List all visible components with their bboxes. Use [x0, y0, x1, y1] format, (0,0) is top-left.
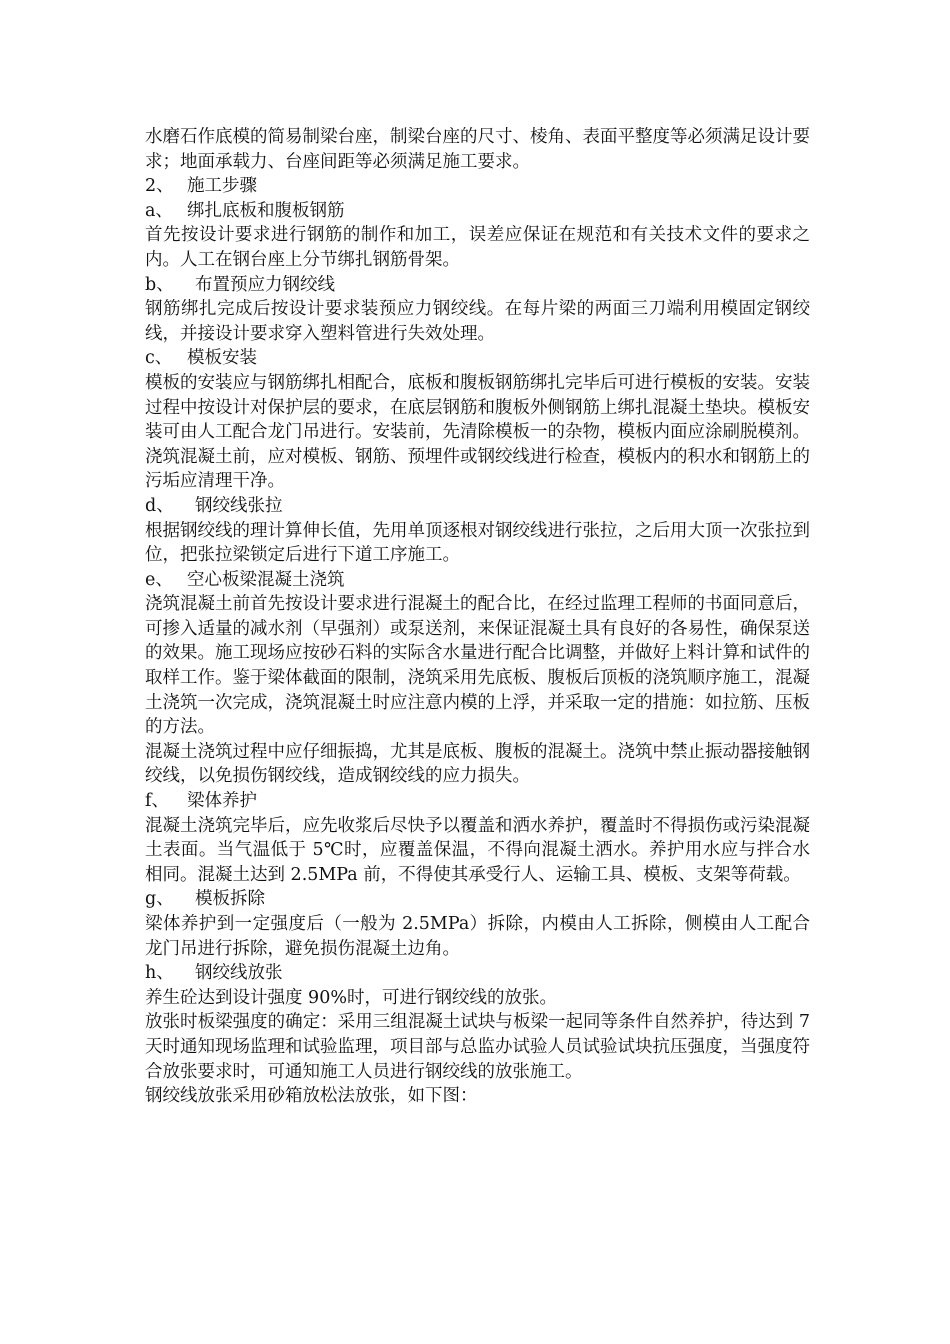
document-body: [145, 125, 810, 1109]
step-d-paragraph: 根据钢绞线的理计算伸长值，先用单顶逐根对钢绞线进行张拉，之后用大顶一次张拉到位，把张拉梁锁定后进行下道工序施工。: [145, 520, 810, 566]
heading-title: 施工步骤: [187, 176, 257, 197]
heading-number: a、: [145, 200, 173, 221]
step-c-heading: [145, 346, 810, 371]
heading-number: h、: [145, 963, 174, 984]
step-h-paragraph-3: 钢绞线放张采用砂箱放松法放张，如下图：: [145, 1086, 478, 1107]
step-b-heading: [145, 273, 810, 298]
heading-number: f、: [145, 791, 169, 812]
step-e-paragraph-2: 混凝土浇筑过程中应仔细振捣，尤其是底板、腹板的混凝土。浇筑中禁止振动器接触钢绞线，以免损伤钢绞线，造成钢绞线的应力损失。: [145, 741, 810, 787]
heading-number: g、: [145, 889, 174, 910]
heading-title: 钢绞线放张: [195, 963, 283, 984]
step-e-paragraph-1: 浇筑混凝土前首先按设计要求进行混凝土的配合比，在经过监理工程师的书面同意后，可掺入适量的减水剂（早强剂）或泵送剂，来保证混凝土具有良好的各易性，确保泵送的效果。施工现场应按砂石料的实际含水量进行配合比调整，并做好上料计算和试件的取样工作。鉴于梁体截面的限制，浇筑采用先底板、腹板后顶板的浇筑顺序施工，混凝土浇筑一次完成，浇筑混凝土时应注意内模的上浮，并采取一定的措施：如拉筋、压板的方法。: [145, 594, 810, 738]
step-a-paragraph: 首先按设计要求进行钢筋的制作和加工，误差应保证在规范和有关技术文件的要求之内。人工在钢台座上分节绑扎钢筋骨架。: [145, 225, 810, 270]
heading-title: 钢绞线张拉: [195, 495, 283, 516]
heading-title: 模板拆除: [195, 889, 265, 910]
heading-title: 空心板梁混凝土浇筑: [187, 569, 345, 590]
step-g-heading: [145, 887, 810, 912]
section-2-heading: [145, 174, 810, 199]
step-h-heading: [145, 961, 810, 986]
step-d-heading: [145, 494, 810, 519]
step-f-paragraph: 混凝土浇筑完毕后，应先收浆后尽快予以覆盖和洒水养护，覆盖时不得损伤或污染混凝土表面。当气温低于 5℃时，应覆盖保温，不得向混凝土洒水。养护用水应与拌合水相同。混凝土达到 2.5MPa 前，不得使其承受行人、运输工具、模板、支架等荷载。: [145, 815, 810, 885]
step-h-paragraph-2: 放张时板梁强度的确定：采用三组混凝土试块与板梁一起同等条件自然养护，待达到 7 天时通知现场监理和试验监理，项目部与总监办试验人员试验试块抗压强度，当强度符合放张要求时，可通知施工人员进行钢绞线的放张施工。: [145, 1012, 810, 1082]
heading-title: 布置预应力钢绞线: [195, 274, 335, 295]
heading-number: b、: [145, 274, 174, 295]
step-h-paragraph-1: 养生砼达到设计强度 90%时，可进行钢绞线的放张。: [145, 987, 557, 1008]
heading-number: e、: [145, 569, 173, 590]
step-b-paragraph: 钢筋绑扎完成后按设计要求装预应力钢绞线。在每片梁的两面三刀端利用模固定钢绞线，并接设计要求穿入塑料管进行失效处理。: [145, 299, 810, 344]
heading-title: 绑扎底板和腹板钢筋: [187, 200, 345, 221]
step-g-paragraph: 梁体养护到一定强度后（一般为 2.5MPa）拆除，内模由人工拆除，侧模由人工配合龙门吊进行拆除，避免损伤混凝土边角。: [145, 914, 810, 959]
step-c-paragraph: 模板的安装应与钢筋绑扎相配合，底板和腹板钢筋绑扎完毕后可进行模板的安装。安装过程中按设计对保护层的要求，在底层钢筋和腹板外侧钢筋上绑扎混凝土垫块。模板安装可由人工配合龙门吊进行。安装前，先清除模板一的杂物，模板内面应涂刷脱模剂。浇筑混凝土前，应对模板、钢筋、预埋件或钢绞线进行检查，模板内的积水和钢筋上的污垢应清理干净。: [145, 372, 810, 492]
heading-title: 梁体养护: [187, 791, 257, 812]
heading-number: 2、: [145, 176, 174, 197]
intro-paragraph: 水磨石作底模的简易制梁台座，制梁台座的尺寸、棱角、表面平整度等必须满足设计要求；地面承载力、台座间距等必须满足施工要求。: [145, 127, 810, 172]
heading-number: c、: [145, 348, 173, 369]
step-e-heading: [145, 568, 810, 593]
step-f-heading: [145, 789, 810, 814]
heading-number: d、: [145, 495, 174, 516]
step-a-heading: [145, 199, 810, 224]
heading-title: 模板安装: [187, 348, 257, 369]
